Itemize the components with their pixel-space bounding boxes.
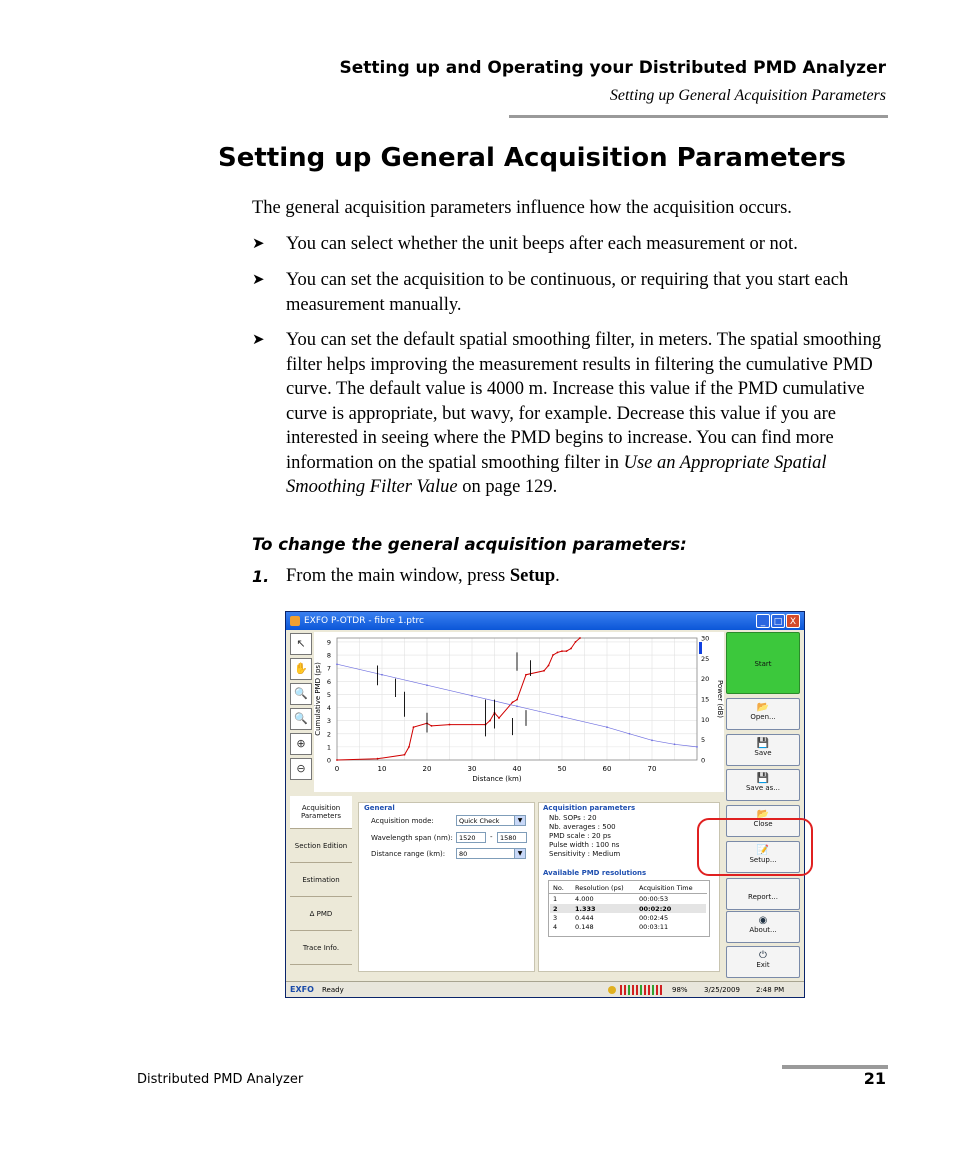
step-text-before: From the main window, press [286, 566, 510, 586]
start-label: Start [754, 660, 772, 668]
zoom-horizontal-tool-icon[interactable]: 🔍 [290, 708, 312, 730]
step-number: 1. [252, 567, 270, 586]
exfo-brand: EXFO [290, 985, 314, 994]
status-date: 3/25/2009 [704, 986, 740, 994]
power-trace-point [651, 739, 653, 741]
close-window-button[interactable]: X [786, 614, 800, 628]
status-time: 2:48 PM [756, 986, 785, 994]
distance-range-label: Distance range (km): [371, 850, 446, 858]
report-button[interactable] [726, 878, 800, 910]
page-heading: Setting up General Acquisition Parameters [218, 143, 846, 173]
general-title: General [364, 804, 395, 812]
page-reference: on page 129. [462, 477, 558, 497]
power-trace-point [696, 746, 698, 748]
cumulative-pmd-point [525, 674, 527, 676]
status-indicator-icon [608, 986, 616, 994]
column-header: No. [553, 884, 564, 892]
cumulative-pmd-point [570, 648, 572, 650]
save-as-button[interactable] [726, 769, 800, 801]
x-tick-label: 40 [512, 765, 522, 773]
bullet-arrow-icon: ➤ [252, 332, 265, 348]
acquisition-parameters-title: Acquisition parameters [543, 804, 636, 812]
cumulative-pmd-line [337, 638, 580, 760]
cumulative-pmd-point [489, 720, 491, 722]
y-left-tick-label: 6 [326, 677, 331, 686]
cumulative-pmd-point [557, 652, 559, 654]
tab-acquisition-parameters[interactable]: Acquisition Parameters [290, 796, 352, 829]
setup-label: Setup... [749, 856, 777, 864]
x-tick-label: 50 [557, 765, 567, 773]
bullet-text [286, 328, 886, 500]
setup-icon: 📝 [756, 845, 770, 856]
cumulative-pmd-point [548, 665, 550, 667]
nb-sops: Nb. SOPs : 20 [549, 814, 597, 822]
bullet-beep [252, 232, 886, 257]
section-subtitle: Setting up General Acquisition Parameters [609, 87, 886, 104]
cumulative-pmd-point [575, 641, 577, 643]
bullet-smoothing [252, 328, 886, 524]
tab-trace-info[interactable]: Trace Info. [290, 932, 352, 965]
bullet-text: You can select whether the unit beeps after each measurement or not. [286, 234, 798, 254]
y-left-tick-label: 9 [326, 638, 331, 647]
open-button[interactable] [726, 698, 800, 730]
y-left-tick-label: 7 [326, 664, 331, 673]
step-text-after: . [555, 566, 560, 586]
save-as-icon: 💾 [756, 773, 770, 784]
open-icon: 📂 [756, 702, 770, 713]
tab-estimation[interactable]: Estimation [290, 864, 352, 897]
power-trace-point [381, 674, 383, 676]
open-label: Open... [750, 713, 776, 721]
step-setup-keyword: Setup [509, 566, 556, 586]
app-icon [290, 616, 300, 626]
battery-percent: 98% [672, 986, 688, 994]
minimize-button[interactable]: _ [756, 614, 770, 628]
x-tick-label: 70 [647, 765, 657, 773]
battery-level-icon [620, 985, 664, 995]
exit-label: Exit [756, 961, 770, 969]
step-text [286, 566, 560, 587]
save-icon: 💾 [756, 738, 770, 749]
table-cell: 0.444 [575, 914, 594, 922]
report-icon [727, 882, 799, 893]
sensitivity: Sensitivity : Medium [549, 850, 621, 858]
chevron-down-icon: ▼ [514, 816, 525, 825]
cumulative-pmd-point [566, 650, 568, 652]
bullet-arrow-icon: ➤ [252, 236, 265, 252]
tab-section-edition[interactable]: Section Edition [290, 830, 352, 863]
report-label: Report... [748, 893, 778, 901]
y-left-tick-label: 4 [326, 704, 331, 713]
y-right-tick-label: 25 [701, 654, 710, 663]
x-tick-label: 10 [377, 765, 387, 773]
tool-column [288, 632, 314, 784]
cumulative-pmd-point [561, 650, 563, 652]
y-left-axis-label: Cumulative PMD (ps) [314, 662, 322, 736]
acquisition-mode-value: Quick Check [459, 817, 500, 825]
selected-row-highlight [550, 904, 706, 913]
cumulative-pmd-point [543, 670, 545, 672]
y-left-tick-label: 1 [326, 743, 331, 752]
window-titlebar [286, 612, 804, 630]
y-right-tick-label: 20 [701, 675, 710, 684]
wavelength-to-field[interactable]: 1580 [497, 832, 527, 843]
y-left-tick-label: 0 [326, 756, 331, 765]
exit-button[interactable] [726, 946, 800, 978]
table-cell: 00:02:45 [639, 914, 669, 922]
cumulative-pmd-point [336, 759, 338, 761]
power-trace-point [674, 743, 676, 745]
smoothing-text: You can set the default spatial smoothing filter, in meters. The spatial smoothing filter helps improving the measurement results in filtering the cumulative PMD curve. The default value is 4000 m. Increase this value if the PMD cumulative curve is appropriate, but wavy, for example. Decrease this value if you are interested in seeing where the PMD begins to increase. You can find more information on the spatial smoothing filter in [286, 330, 882, 473]
chapter-title: Setting up and Operating your Distributed PMD Analyzer [339, 58, 886, 78]
y-right-tick-label: 15 [701, 695, 710, 704]
pmd-graph [314, 632, 724, 792]
x-axis-label: Distance (km) [472, 775, 522, 783]
span-separator: - [490, 833, 493, 841]
table-cell: 0.148 [575, 923, 594, 931]
cumulative-pmd-point [498, 717, 500, 719]
pmd-resolutions-title: Available PMD resolutions [543, 869, 647, 877]
tab-delta-pmd[interactable]: Δ PMD [290, 898, 352, 931]
save-button[interactable] [726, 734, 800, 766]
y-left-tick-label: 8 [326, 651, 331, 660]
zoom-area-tool-icon[interactable]: 🔍 [290, 683, 312, 705]
close-label: Close [753, 820, 773, 828]
column-header: Resolution (ps) [575, 884, 624, 892]
right-button-column [724, 630, 804, 984]
tab-sidebar [290, 796, 352, 971]
zoom-in-icon[interactable]: ⊕ [290, 733, 312, 755]
y-right-tick-label: 30 [701, 634, 710, 643]
nb-averages: Nb. averages : 500 [549, 823, 616, 831]
y-left-tick-label: 5 [326, 690, 331, 699]
start-button[interactable] [726, 632, 800, 694]
bullet-continuous [252, 268, 886, 318]
pmd-resolutions-table[interactable] [548, 880, 710, 937]
cumulative-pmd-point [404, 754, 406, 756]
y-right-tick-label: 0 [701, 756, 706, 765]
column-header: Acquisition Time [639, 884, 693, 892]
table-cell: 00:03:11 [639, 923, 669, 931]
save-label: Save [754, 749, 772, 757]
table-cell: 1 [553, 895, 558, 903]
maximize-button[interactable]: □ [771, 614, 785, 628]
acquisition-mode-select[interactable] [456, 815, 526, 826]
table-cell: 2 [553, 905, 558, 913]
power-trace-point [606, 726, 608, 728]
x-tick-label: 30 [467, 765, 477, 773]
exit-icon: ⏻ [759, 950, 767, 961]
x-tick-label: 60 [602, 765, 612, 773]
y-right-axis-label: Power (dB) [716, 679, 724, 719]
power-trace-point [471, 695, 473, 697]
table-cell: 4.000 [575, 895, 594, 903]
save-as-label: Save as... [745, 784, 781, 792]
power-trace-point [561, 716, 563, 718]
table-cell: 3 [553, 914, 558, 922]
power-trace-point [426, 684, 428, 686]
cumulative-pmd-point [579, 637, 581, 639]
header-divider [549, 893, 707, 894]
table-cell: 00:02:20 [639, 905, 672, 913]
general-group [358, 802, 535, 972]
cumulative-pmd-point [413, 726, 415, 728]
intro-paragraph: The general acquisition parameters influence how the acquisition occurs. [252, 198, 792, 218]
cumulative-pmd-point [512, 701, 514, 703]
power-trace-point [629, 733, 631, 735]
cross-reference-link[interactable]: Use an Appropriate Spatial Smoothing Filter Value [286, 452, 827, 497]
cumulative-pmd-point [408, 746, 410, 748]
y-left-tick-label: 2 [326, 730, 331, 739]
distance-range-value: 80 [459, 850, 468, 858]
pan-hand-tool-icon[interactable]: ✋ [290, 658, 312, 680]
setup-highlight-circle [697, 818, 813, 876]
y-left-tick-label: 3 [326, 717, 331, 726]
header-rule [509, 115, 888, 118]
status-bar [286, 981, 804, 998]
table-cell: 1.333 [575, 905, 596, 913]
table-cell: 00:00:53 [639, 895, 669, 903]
acquisition-mode-label: Acquisition mode: [371, 817, 434, 825]
cumulative-pmd-point [431, 725, 433, 727]
wavelength-from-field[interactable]: 1520 [456, 832, 486, 843]
y-right-tick-label: 5 [701, 736, 706, 745]
distance-range-select[interactable] [456, 848, 526, 859]
wavelength-span-label: Wavelength span (nm): [371, 834, 453, 842]
chevron-down-icon: ▼ [514, 849, 525, 858]
bullet-text: You can set the acquisition to be continuous, or requiring that you start each measurement manually. [286, 270, 849, 315]
y-right-tick-label: 10 [701, 715, 710, 724]
power-trace-point [336, 663, 338, 665]
zoom-out-icon[interactable]: ⊖ [290, 758, 312, 780]
cumulative-pmd-point [377, 758, 379, 760]
close-icon: 📂 [756, 809, 770, 820]
footer-product: Distributed PMD Analyzer [137, 1072, 304, 1087]
x-tick-label: 0 [334, 765, 340, 773]
cumulative-pmd-point [449, 724, 451, 726]
cumulative-pmd-point [552, 654, 554, 656]
about-button[interactable] [726, 911, 800, 943]
about-label: About... [749, 926, 777, 934]
pmd-scale: PMD scale : 20 ps [549, 832, 611, 840]
cumulative-pmd-point [516, 699, 518, 701]
power-marker [699, 642, 702, 654]
status-state: Ready [322, 986, 344, 994]
procedure-title: To change the general acquisition parameters: [252, 535, 687, 554]
pmd-chart [314, 632, 724, 792]
app-screenshot [285, 611, 805, 998]
x-tick-label: 20 [422, 765, 432, 773]
about-icon: ◉ [758, 915, 768, 926]
page-number: 21 [863, 1069, 886, 1088]
power-trace-point [516, 705, 518, 707]
bullet-arrow-icon: ➤ [252, 272, 265, 288]
pointer-tool-icon[interactable]: ↖ [290, 633, 312, 655]
table-cell: 4 [553, 923, 558, 931]
window-title: EXFO P-OTDR - fibre 1.ptrc [304, 616, 424, 626]
pulse-width: Pulse width : 100 ns [549, 841, 620, 849]
